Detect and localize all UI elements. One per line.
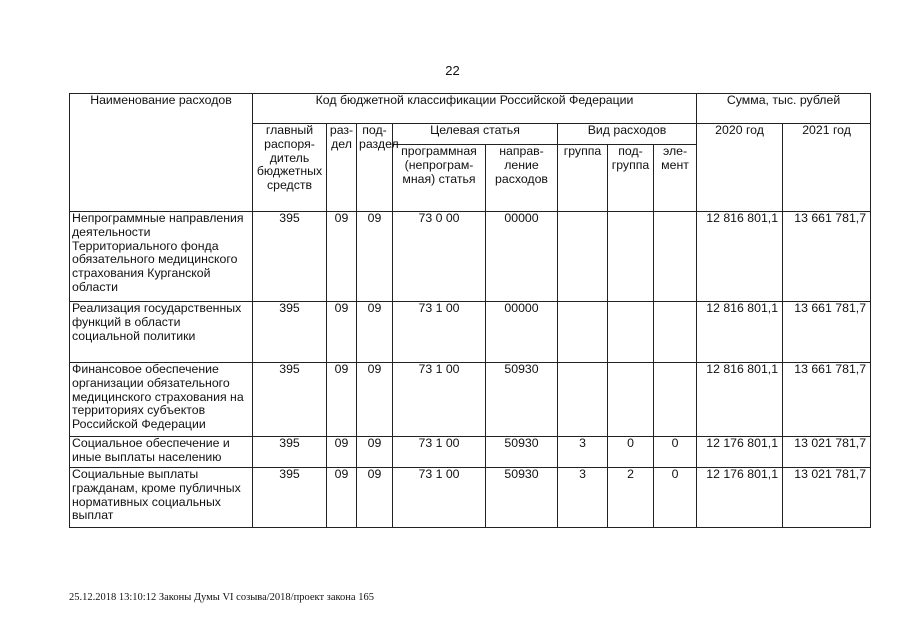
row-manager: 395 <box>253 468 327 528</box>
row-sum-2020: 12 816 801,1 <box>697 212 783 302</box>
row-subgroup <box>608 363 654 437</box>
row-direction: 50930 <box>486 363 558 437</box>
row-group <box>558 363 608 437</box>
row-manager: 395 <box>253 212 327 302</box>
row-section: 09 <box>327 437 357 468</box>
header-subgroup: под-группа <box>608 145 654 212</box>
row-section: 09 <box>327 302 357 363</box>
document-footer: 25.12.2018 13:10:12 Законы Думы VI созыва/2018/проект закона 165 <box>69 592 374 603</box>
row-sum-2021: 13 661 781,7 <box>783 212 871 302</box>
header-section: раз-дел <box>327 124 357 212</box>
header-row-1 <box>70 94 871 124</box>
row-sum-2020: 12 816 801,1 <box>697 302 783 363</box>
row-element <box>654 212 697 302</box>
row-section: 09 <box>327 212 357 302</box>
header-main-manager: главный распоря-дитель бюджетных средств <box>253 124 327 212</box>
row-group <box>558 212 608 302</box>
table-row <box>70 437 871 468</box>
row-program: 73 0 00 <box>393 212 486 302</box>
row-direction: 00000 <box>486 212 558 302</box>
row-manager: 395 <box>253 302 327 363</box>
row-group: 3 <box>558 468 608 528</box>
header-year-2020: 2020 год <box>697 124 783 212</box>
row-sum-2020: 12 176 801,1 <box>697 468 783 528</box>
row-element: 0 <box>654 437 697 468</box>
row-manager: 395 <box>253 363 327 437</box>
row-sum-2021: 13 661 781,7 <box>783 302 871 363</box>
header-group: группа <box>558 145 608 212</box>
row-subgroup: 2 <box>608 468 654 528</box>
row-direction: 50930 <box>486 437 558 468</box>
row-direction: 00000 <box>486 302 558 363</box>
row-sum-2021: 13 661 781,7 <box>783 363 871 437</box>
row-name: Финансовое обеспечение организации обязательного медицинского страхования на территориях субъектов Российской Федерации <box>70 363 253 437</box>
row-subsection: 09 <box>357 363 393 437</box>
row-sum-2020: 12 816 801,1 <box>697 363 783 437</box>
header-element: эле-мент <box>654 145 697 212</box>
row-name: Реализация государственных функций в области социальной политики <box>70 302 253 363</box>
row-element <box>654 363 697 437</box>
row-subgroup: 0 <box>608 437 654 468</box>
header-year-2021: 2021 год <box>783 124 871 212</box>
row-element <box>654 302 697 363</box>
row-sum-2020: 12 176 801,1 <box>697 437 783 468</box>
row-section: 09 <box>327 468 357 528</box>
row-subsection: 09 <box>357 468 393 528</box>
row-manager: 395 <box>253 437 327 468</box>
header-target-item: Целевая статья <box>393 124 558 145</box>
row-direction: 50930 <box>486 468 558 528</box>
table-row <box>70 302 871 363</box>
row-subgroup <box>608 212 654 302</box>
header-subsection: под-раздел <box>357 124 393 212</box>
header-name: Наименование расходов <box>70 94 253 212</box>
row-subsection: 09 <box>357 437 393 468</box>
header-code-group: Код бюджетной классификации Российской Федерации <box>253 94 697 124</box>
header-direction: направ-ление расходов <box>486 145 558 212</box>
row-subsection: 09 <box>357 302 393 363</box>
row-program: 73 1 00 <box>393 468 486 528</box>
row-sum-2021: 13 021 781,7 <box>783 468 871 528</box>
row-name: Социальное обеспечение и иные выплаты населению <box>70 437 253 468</box>
row-program: 73 1 00 <box>393 437 486 468</box>
page-number: 22 <box>445 63 460 78</box>
row-element: 0 <box>654 468 697 528</box>
header-program-item: программная (непрограм-мная) статья <box>393 145 486 212</box>
header-sum-group: Сумма, тыс. рублей <box>697 94 871 124</box>
table-row <box>70 212 871 302</box>
header-expense-type: Вид расходов <box>558 124 697 145</box>
row-group <box>558 302 608 363</box>
row-program: 73 1 00 <box>393 302 486 363</box>
row-program: 73 1 00 <box>393 363 486 437</box>
row-subgroup <box>608 302 654 363</box>
row-subsection: 09 <box>357 212 393 302</box>
row-group: 3 <box>558 437 608 468</box>
row-sum-2021: 13 021 781,7 <box>783 437 871 468</box>
row-name: Социальные выплаты гражданам, кроме публичных нормативных социальных выплат <box>70 468 253 528</box>
table-row <box>70 363 871 437</box>
table-row <box>70 468 871 528</box>
row-name: Непрограммные направления деятельности Территориального фонда обязательного медицинского страхования Курганской области <box>70 212 253 302</box>
budget-table <box>69 93 871 528</box>
row-section: 09 <box>327 363 357 437</box>
